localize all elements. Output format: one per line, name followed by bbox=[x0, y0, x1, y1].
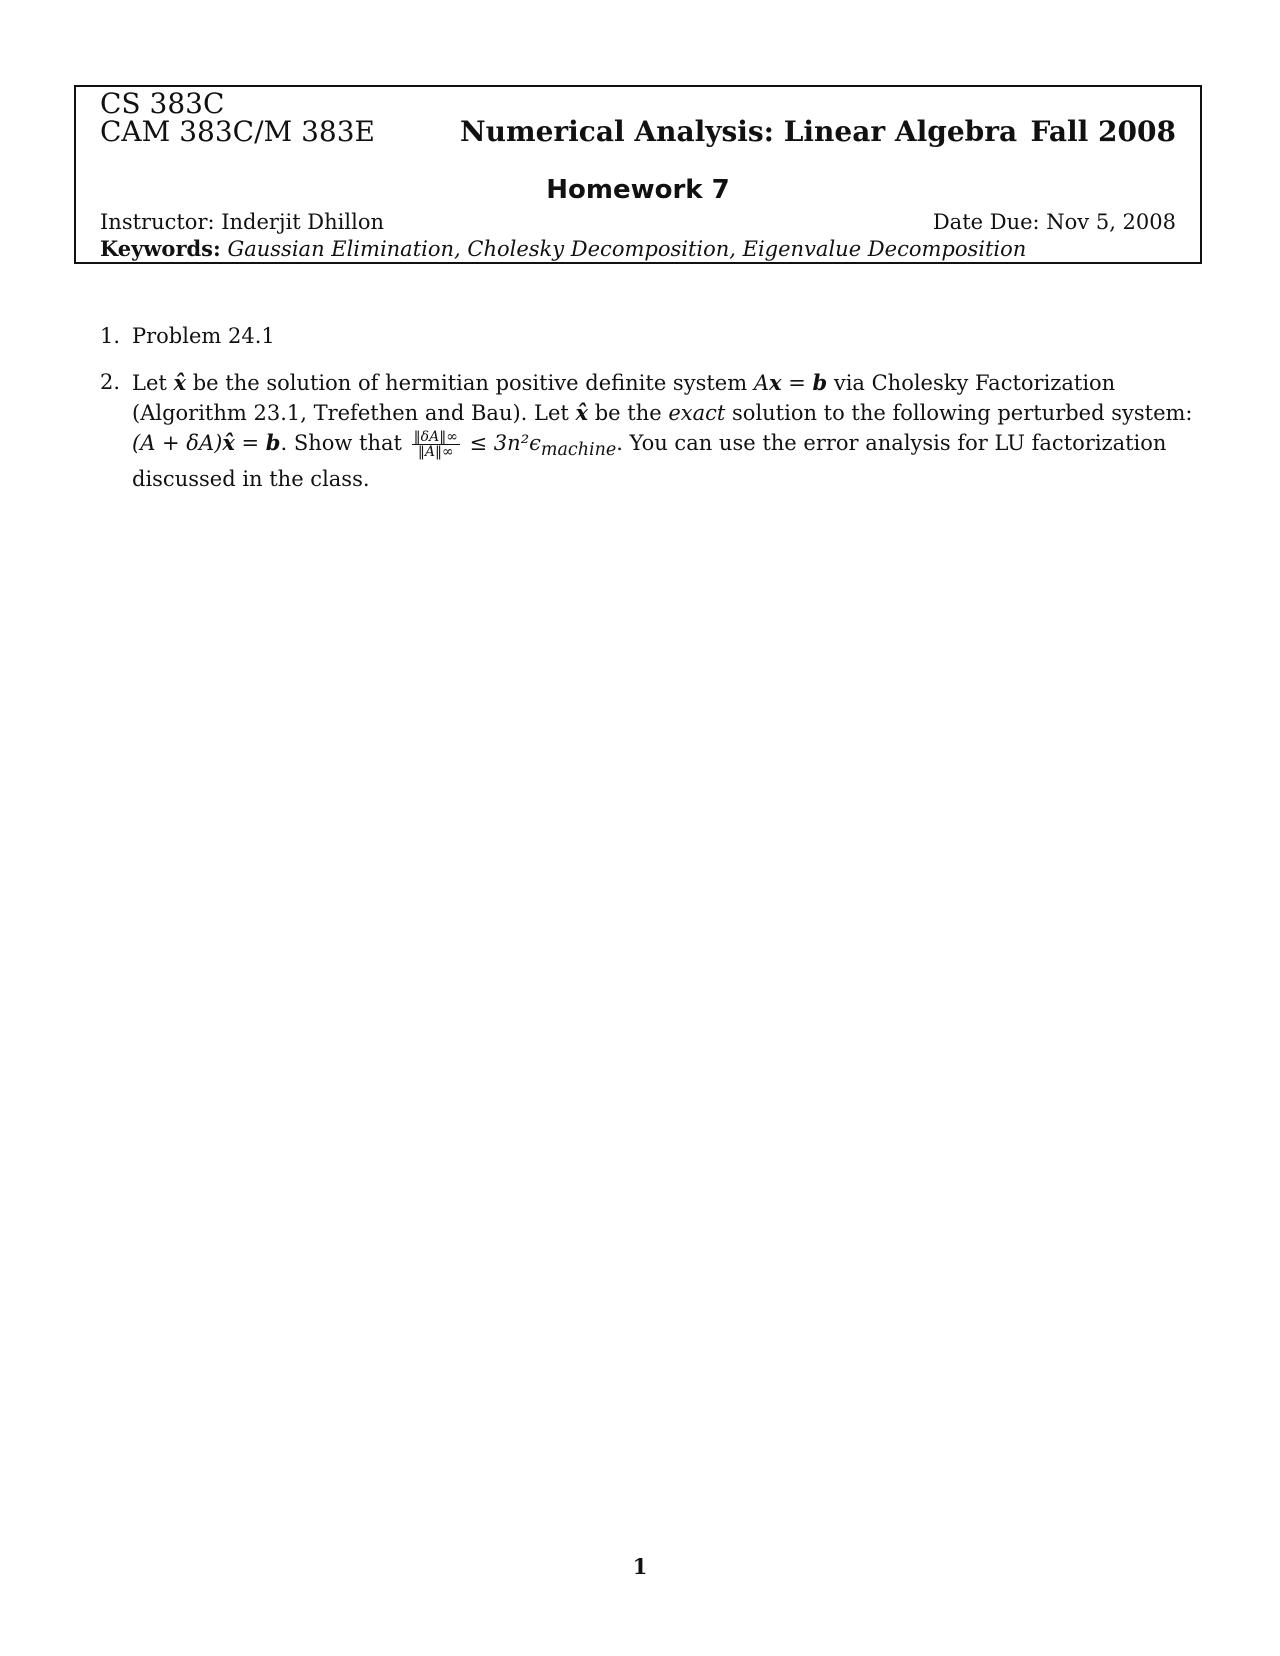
x-hat: x̂ bbox=[222, 430, 235, 455]
x-hat: x̂ bbox=[575, 400, 589, 425]
course-number: CS 383C bbox=[100, 87, 225, 120]
problem-item bbox=[100, 368, 1202, 494]
instructor: Instructor: Inderjit Dhillon bbox=[100, 210, 384, 234]
norm-ratio-fraction: $\frac{‖\delta A‖\infty}{‖A‖\infty}$ bbox=[413, 429, 458, 460]
term: Fall 2008 bbox=[1030, 115, 1176, 148]
problem-text: Let x̂ be the solution of hermitian positive definite system Ax = b via Cholesky Factorization (Algorithm 23.1, Trefethen and Bau). Let x̂ be the exact solution to the following perturbed system: (A + δA)x̂ = b. Show that $\frac{‖\delta A‖\infty}{‖A‖\infty}$ ≤ $3n^2\epsilon_{machine}$. You can use the error analysis for LU factorization discussed in the class. bbox=[132, 370, 1193, 492]
problem-item bbox=[100, 322, 1202, 351]
keywords bbox=[100, 236, 1026, 262]
keywords-label: Keywords: bbox=[100, 236, 221, 261]
problem-list bbox=[100, 322, 1202, 494]
epsilon-subscript: machine bbox=[540, 440, 617, 461]
problem-text: Problem 24.1 bbox=[132, 324, 275, 348]
problem-number: 2. bbox=[100, 370, 121, 394]
keywords-value: Gaussian Elimination, Cholesky Decomposition, Eigenvalue Decomposition bbox=[227, 237, 1027, 261]
course-cross-listing: CAM 383C/M 383E bbox=[100, 115, 375, 148]
problem-number: 1. bbox=[100, 324, 121, 348]
page-number: 1 bbox=[632, 1554, 648, 1579]
x-hat: x̂ bbox=[173, 370, 187, 395]
homework-title: Homework 7 bbox=[546, 175, 730, 205]
date-due: Date Due: Nov 5, 2008 bbox=[932, 210, 1176, 234]
error-bound: ≤ 3n²ϵ bbox=[462, 431, 541, 455]
course-title: Numerical Analysis: Linear Algebra bbox=[460, 115, 1018, 148]
header-box bbox=[74, 85, 1202, 264]
